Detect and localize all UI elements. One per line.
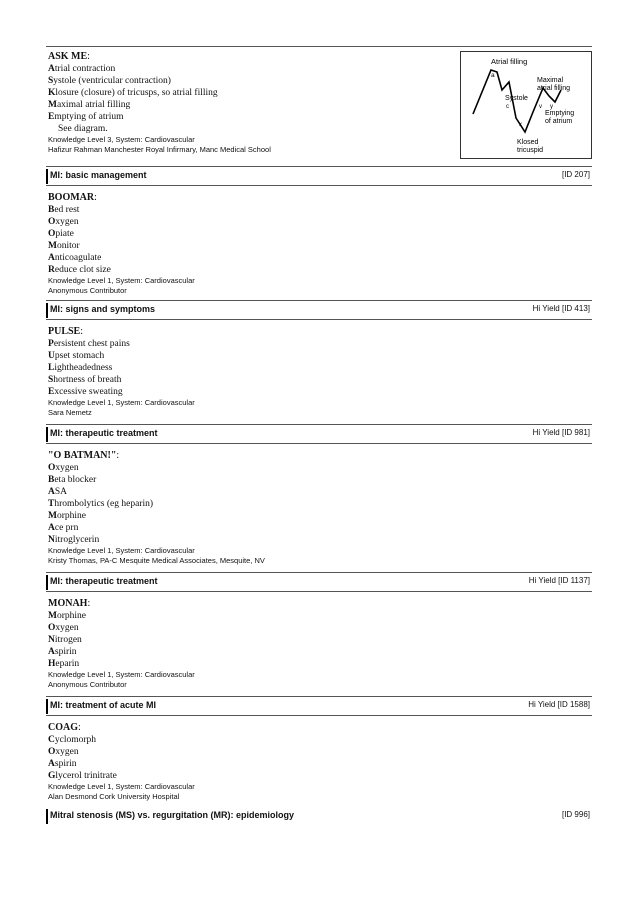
mnemonic-line: Cyclomorph bbox=[48, 735, 97, 745]
section-signs-symptoms bbox=[46, 300, 592, 418]
contributor: Alan Desmond Cork University Hospital bbox=[48, 792, 180, 801]
section-header bbox=[46, 807, 592, 829]
contributor: Sara Nemetz bbox=[48, 408, 92, 417]
mnemonic-line: Thrombolytics (eg heparin) bbox=[48, 499, 154, 509]
mnemonic-line: Oxygen bbox=[48, 747, 79, 757]
mnemonic-line: Nitroglycerin bbox=[48, 535, 100, 545]
label-maximal-filling: atrial filling bbox=[537, 85, 571, 92]
mnemonic-line: Glycerol trinitrate bbox=[48, 771, 117, 781]
label-y-descent: y bbox=[550, 104, 553, 110]
contributor: Kristy Thomas, PA-C Mesquite Medical Associates, Mesquite, NV bbox=[48, 556, 265, 565]
section-header bbox=[46, 166, 592, 189]
section-therapeutic-treatment-monah bbox=[46, 572, 592, 690]
label-klosed: Klosed bbox=[517, 139, 539, 146]
knowledge-level: Knowledge Level 1, System: Cardiovascular bbox=[48, 276, 195, 285]
label-emptying: Emptying bbox=[545, 110, 575, 117]
knowledge-level: Knowledge Level 1, System: Cardiovascular bbox=[48, 398, 195, 407]
acronym-heading: PULSE: bbox=[48, 326, 84, 337]
acronym-heading: MONAH: bbox=[48, 598, 91, 609]
mnemonic-line: Aspirin bbox=[48, 759, 77, 769]
section-title: MI: therapeutic treatment bbox=[50, 576, 158, 586]
mnemonic-line: Systole (ventricular contraction) bbox=[48, 76, 171, 86]
label-x-descent: x bbox=[519, 122, 522, 128]
mnemonic-line: Klosure (closure) of tricusps, so atrial filling bbox=[48, 88, 218, 98]
section-meta: [ID 207] bbox=[561, 170, 590, 179]
mnemonic-line: Lightheadedness bbox=[48, 363, 113, 373]
label-atrial-filling: Atrial filling bbox=[491, 57, 528, 66]
section-meta: [ID 996] bbox=[561, 810, 590, 819]
section-header bbox=[46, 424, 592, 447]
label-maximal: Maximal bbox=[537, 77, 564, 84]
section-title: Mitral stenosis (MS) vs. regurgitation (MR): epidemiology bbox=[50, 810, 295, 820]
section-acute-mi-treatment bbox=[46, 696, 592, 802]
acronym-heading: BOOMAR: bbox=[48, 192, 97, 203]
mnemonic-line: Morphine bbox=[48, 511, 86, 521]
label-of-atrium: of atrium bbox=[545, 118, 573, 125]
mnemonic-line: Beta blocker bbox=[48, 475, 97, 485]
section-title: MI: signs and symptoms bbox=[50, 304, 156, 314]
label-c-wave: c bbox=[506, 104, 509, 110]
section-meta: Hi Yield [ID 981] bbox=[532, 428, 590, 437]
section-meta: Hi Yield [ID 1137] bbox=[528, 576, 590, 585]
section-meta: Hi Yield [ID 1588] bbox=[528, 700, 590, 709]
section-title: MI: therapeutic treatment bbox=[50, 428, 158, 438]
section-title: MI: treatment of acute MI bbox=[50, 700, 157, 710]
label-a-wave: a bbox=[491, 72, 495, 79]
knowledge-level: Knowledge Level 1, System: Cardiovascular bbox=[48, 782, 195, 791]
section-header bbox=[46, 696, 592, 719]
mnemonic-line: Upset stomach bbox=[48, 351, 105, 361]
section-ask-me bbox=[46, 46, 592, 159]
mnemonic-line: Ace prn bbox=[48, 523, 79, 533]
mnemonic-line: Bed rest bbox=[48, 205, 80, 215]
mnemonic-line: Nitrogen bbox=[48, 635, 82, 645]
mnemonic-line: Persistent chest pains bbox=[48, 339, 130, 349]
section-header bbox=[46, 572, 592, 595]
mnemonic-line: Opiate bbox=[48, 229, 74, 239]
label-v-wave: v bbox=[539, 104, 542, 110]
mnemonic-line: Excessive sweating bbox=[48, 387, 123, 397]
section-mitral-stenosis bbox=[46, 807, 592, 829]
section-therapeutic-treatment-batman bbox=[46, 424, 592, 566]
contributor: Anonymous Contributor bbox=[48, 680, 127, 689]
mnemonic-line: Maximal atrial filling bbox=[48, 100, 131, 110]
knowledge-level: Knowledge Level 1, System: Cardiovascular bbox=[48, 670, 195, 679]
section-meta: Hi Yield [ID 413] bbox=[532, 304, 590, 313]
acronym-heading: ASK ME: bbox=[48, 51, 90, 62]
acronym-heading: "O BATMAN!": bbox=[48, 450, 120, 461]
mnemonic-line: Atrial contraction bbox=[48, 64, 116, 74]
mnemonic-line: Oxygen bbox=[48, 623, 79, 633]
contributor: Anonymous Contributor bbox=[48, 286, 127, 295]
mnemonic-line: Emptying of atrium bbox=[48, 112, 124, 122]
mnemonic-line: Reduce clot size bbox=[48, 265, 111, 275]
knowledge-level: Knowledge Level 1, System: Cardiovascular bbox=[48, 546, 195, 555]
knowledge-level: Knowledge Level 3, System: Cardiovascular bbox=[48, 135, 195, 144]
mnemonic-line: Shortness of breath bbox=[48, 375, 122, 385]
atrial-pressure-diagram bbox=[460, 51, 592, 159]
mnemonic-line: Aspirin bbox=[48, 647, 77, 657]
mnemonic-line: Monitor bbox=[48, 241, 80, 251]
diagram-note: See diagram. bbox=[58, 124, 108, 134]
mnemonic-line: Oxygen bbox=[48, 217, 79, 227]
section-basic-management bbox=[46, 166, 592, 296]
label-tricuspid: tricuspid bbox=[517, 147, 544, 154]
label-systole: Systole bbox=[505, 95, 528, 102]
mnemonic-line: Anticoagulate bbox=[48, 253, 102, 263]
contributor: Hafizur Rahman Manchester Royal Infirmary, Manc Medical School bbox=[48, 145, 271, 154]
acronym-heading: COAG: bbox=[48, 722, 81, 733]
mnemonic-line: Oxygen bbox=[48, 463, 79, 473]
mnemonic-line: Morphine bbox=[48, 611, 86, 621]
mnemonic-line: ASA bbox=[48, 487, 68, 497]
pressure-wave-svg bbox=[461, 52, 591, 158]
mnemonic-line: Heparin bbox=[48, 659, 80, 669]
section-title: MI: basic management bbox=[50, 170, 147, 180]
section-header bbox=[46, 300, 592, 323]
